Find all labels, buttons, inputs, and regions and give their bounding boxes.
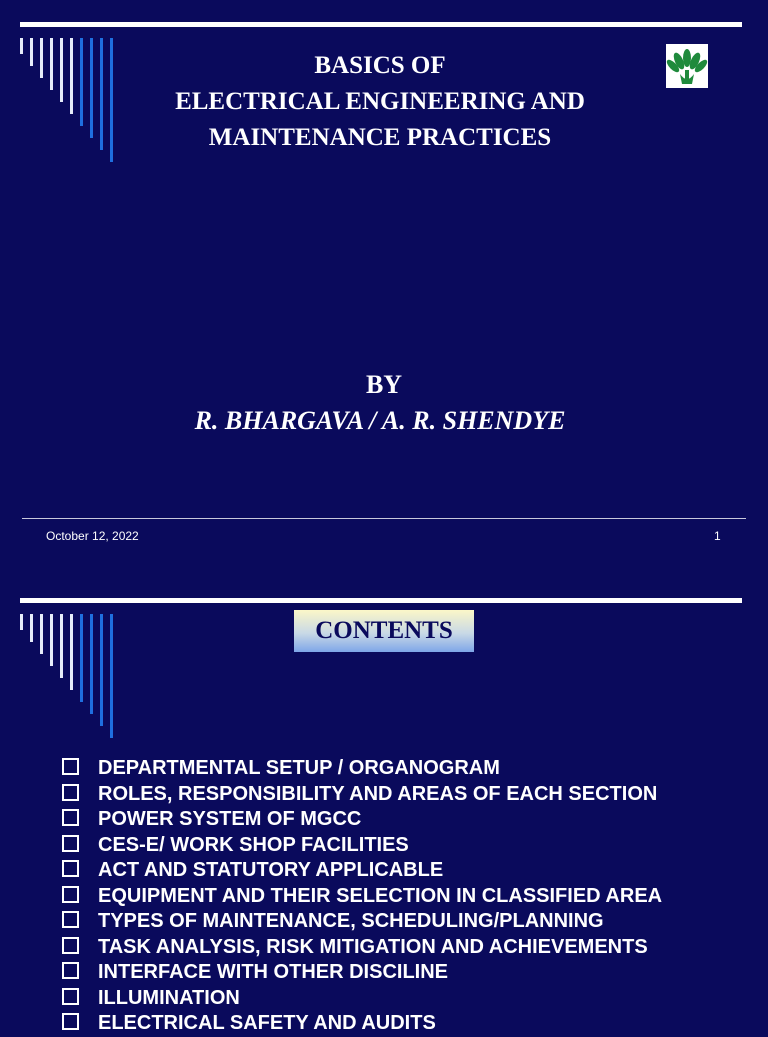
decorative-stripe: [70, 38, 73, 114]
decorative-stripe: [70, 614, 73, 690]
decorative-stripe: [30, 38, 33, 66]
title-line: MAINTENANCE PRACTICES: [208, 124, 552, 151]
decorative-stripe: [40, 38, 43, 78]
decorative-stripe: [80, 614, 83, 702]
footer-rule: [22, 518, 746, 519]
decorative-stripes: [20, 38, 130, 168]
checkbox-bullet-icon: [62, 860, 79, 877]
checkbox-bullet-icon: [62, 911, 79, 928]
top-rule: [20, 598, 742, 603]
top-rule: [20, 22, 742, 27]
checkbox-bullet-icon: [62, 962, 79, 979]
decorative-stripe: [60, 38, 63, 102]
decorative-stripe: [100, 614, 103, 726]
slide-title: [120, 48, 640, 156]
decorative-stripe: [60, 614, 63, 678]
decorative-stripe: [90, 38, 93, 138]
decorative-stripe: [90, 614, 93, 714]
checkbox-bullet-icon: [62, 1013, 79, 1030]
green-tree-logo-icon: [666, 44, 708, 88]
decorative-stripe: [50, 38, 53, 90]
decorative-stripe: [20, 614, 23, 630]
decorative-stripes: [20, 614, 130, 744]
page-number: 1: [714, 529, 721, 543]
decorative-stripe: [100, 38, 103, 150]
title-line: BASICS OF: [314, 52, 446, 79]
decorative-stripe: [110, 38, 113, 162]
checkbox-bullet-icon: [62, 937, 79, 954]
checkbox-bullet-icon: [62, 758, 79, 775]
authors: R. BHARGAVA / A. R. SHENDYE: [194, 406, 566, 435]
slide-date: October 12, 2022: [46, 529, 139, 543]
decorative-stripe: [50, 614, 53, 666]
checkbox-bullet-icon: [62, 809, 79, 826]
title-line: ELECTRICAL ENGINEERING AND: [175, 88, 585, 115]
decorative-stripe: [20, 38, 23, 54]
decorative-stripe: [30, 614, 33, 642]
by-label: BY: [365, 370, 403, 399]
contents-slide: CONTENTS DEPARTMENTAL SETUP / ORGANOGRAM ROLES, RESPONSIBILITY AND AREAS OF EACH SECTION POWER SYSTEM OF MGCC CES-E/ WORK SHOP FACILITIES ACT AND STATUTORY APPLICABLE EQUIPMENT AND THEIR SELECTION IN CLASSIFIED AREA TYPES OF MAINTENANCE, SCHEDULING/PLANNING TASK ANALYSIS, RISK MITIGATION AND ACHIEVEMENTS INTERFACE WITH OTHER DISCILINE ILLUMINATION ELECTRICAL SAFETY AND AUDITS: [0, 596, 768, 1024]
decorative-stripe: [40, 614, 43, 654]
checkbox-bullet-icon: [62, 886, 79, 903]
checkbox-bullet-icon: [62, 835, 79, 852]
checkbox-bullet-icon: [62, 784, 79, 801]
checkbox-bullet-icon: [62, 988, 79, 1005]
decorative-stripe: [110, 614, 113, 738]
decorative-stripe: [80, 38, 83, 126]
contents-heading: CONTENTS: [294, 610, 474, 652]
